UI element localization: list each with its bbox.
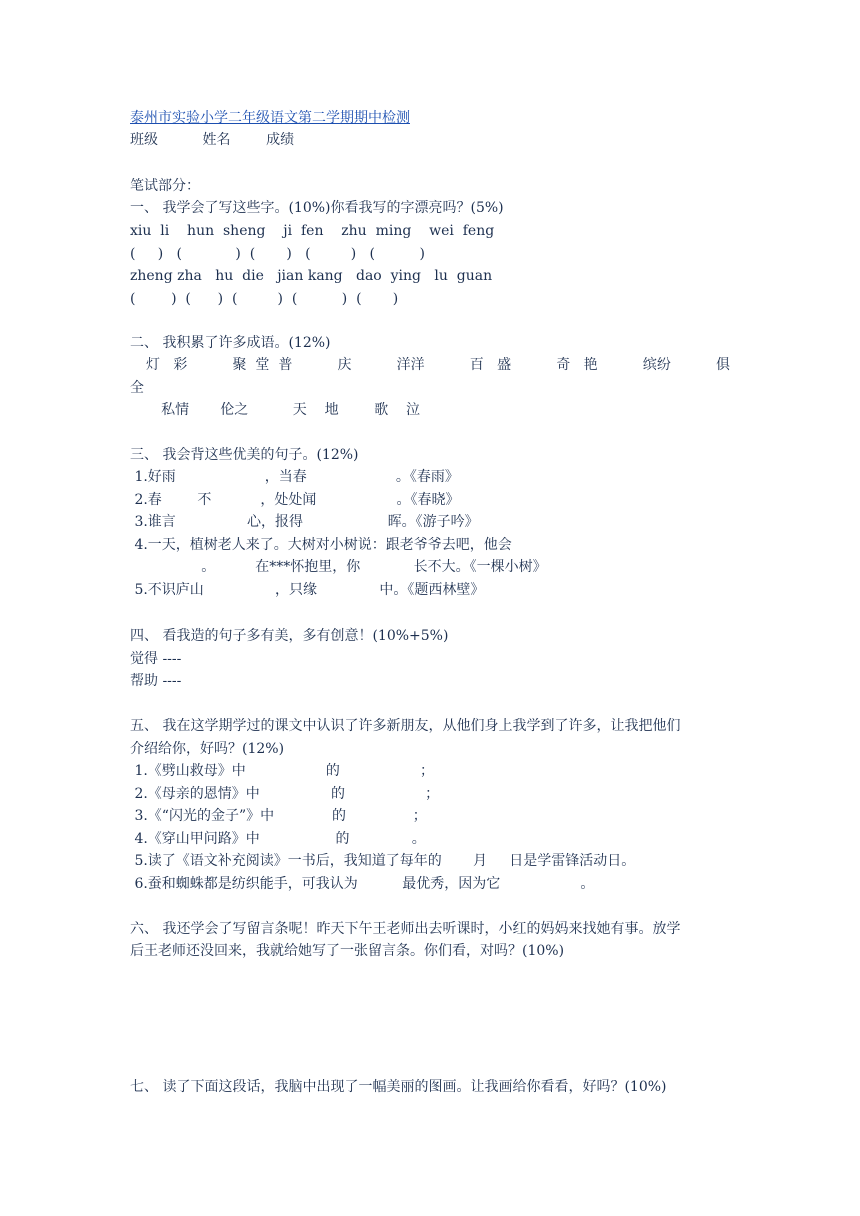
idiom-fragment: 缤纷 [642,357,671,373]
q5-item: 4.《穿山甲问路》中 的 。 [130,831,426,847]
q1-heading: 一、 我学会了写这些字。(10%)你看我写的字漂亮吗？(5%) [130,200,504,216]
idiom-fragment: 庆 [337,357,352,373]
q3-item: 1.好雨 ，当春 。《春雨》 [130,469,459,485]
header-fields: 班级 姓名 成绩 [130,132,295,148]
q2-idiom-row-1 [130,355,730,375]
q5-item: 2.《母亲的恩情》中 的 ； [130,786,440,802]
q5-item: 6.蚕和蜘蛛都是纺织能手，可我认为 最优秀，因为它 。 [130,876,595,892]
document-title[interactable]: 泰州市实验小学二年级语文第二学期期中检测 [130,110,410,126]
q5-item: 5.读了《语文补充阅读》一书后，我知道了每年的 月 日是学雷锋活动日。 [130,853,636,869]
q6-heading-cont: 后王老师还没回来，我就给她写了一张留言条。你们看，对吗？(10%) [130,943,565,959]
q5-heading: 五、 我在这学期学过的课文中认识了许多新朋友，从他们身上我学到了许多，让我把他们 [130,718,681,734]
q4-item-bang-zhu: 帮助 ---- [130,673,182,689]
idiom-fragment: 灯 彩 [146,357,188,373]
q1-pinyin-row-2: zheng zha hu die jian kang dao ying lu guan [130,268,493,284]
q5-item: 1.《劈山救母》中 的 ； [130,763,435,779]
q1-blanks-row-1: ( ) ( ) ( ) ( ) ( ) [130,246,425,262]
q2-heading: 二、 我积累了许多成语。(12%) [130,335,331,351]
q5-heading-cont: 介绍给你，好吗？(12%) [130,741,285,757]
q4-item-jue-de: 觉得 ---- [130,651,182,667]
idiom-fragment: 洋洋 [396,357,425,373]
q2-idiom-row-1-wrap: 全 [130,380,144,396]
idiom-fragment: 俱 [715,357,730,373]
q3-heading: 三、 我会背这些优美的句子。(12%) [130,447,359,463]
q1-pinyin-row-1: xiu li hun sheng ji fen zhu ming wei feng [130,223,495,239]
q3-item: 3.谁言 心，报得 晖。《游子吟》 [130,514,479,530]
q3-item: 。 在***怀抱里，你 长不大。《一棵小树》 [130,559,547,575]
q4-heading: 四、 看我造的句子多有美，多有创意！(10%+5%) [130,628,449,644]
q2-idiom-row-2: 私情 伦之 天 地 歌 泣 [130,402,421,418]
written-part-label: 笔试部分： [130,178,200,194]
q3-item: 2.春 不 ，处处闻 。《春晓》 [130,492,460,508]
q1-blanks-row-2: ( ) ( ) ( ) ( ) ( ) [130,291,399,307]
q3-item: 4.一天，植树老人来了。大树对小树说：跟老爷爷去吧，他会 [130,537,512,553]
idiom-fragment: 奇 艳 [556,357,598,373]
idiom-fragment: 聚 堂 普 [232,357,293,373]
idiom-fragment: 百 盛 [469,357,512,373]
q5-item: 3.《“闪光的金子”》中 的 ； [130,808,427,824]
q3-item: 5.不识庐山 ，只缘 中。《题西林壁》 [130,582,485,598]
q6-heading: 六、 我还学会了写留言条呢！昨天下午王老师出去听课时，小红的妈妈来找她有事。放学 [130,921,681,937]
q7-heading: 七、 读了下面这段话，我脑中出现了一幅美丽的图画。让我画给你看看，好吗？(10%) [130,1079,667,1095]
